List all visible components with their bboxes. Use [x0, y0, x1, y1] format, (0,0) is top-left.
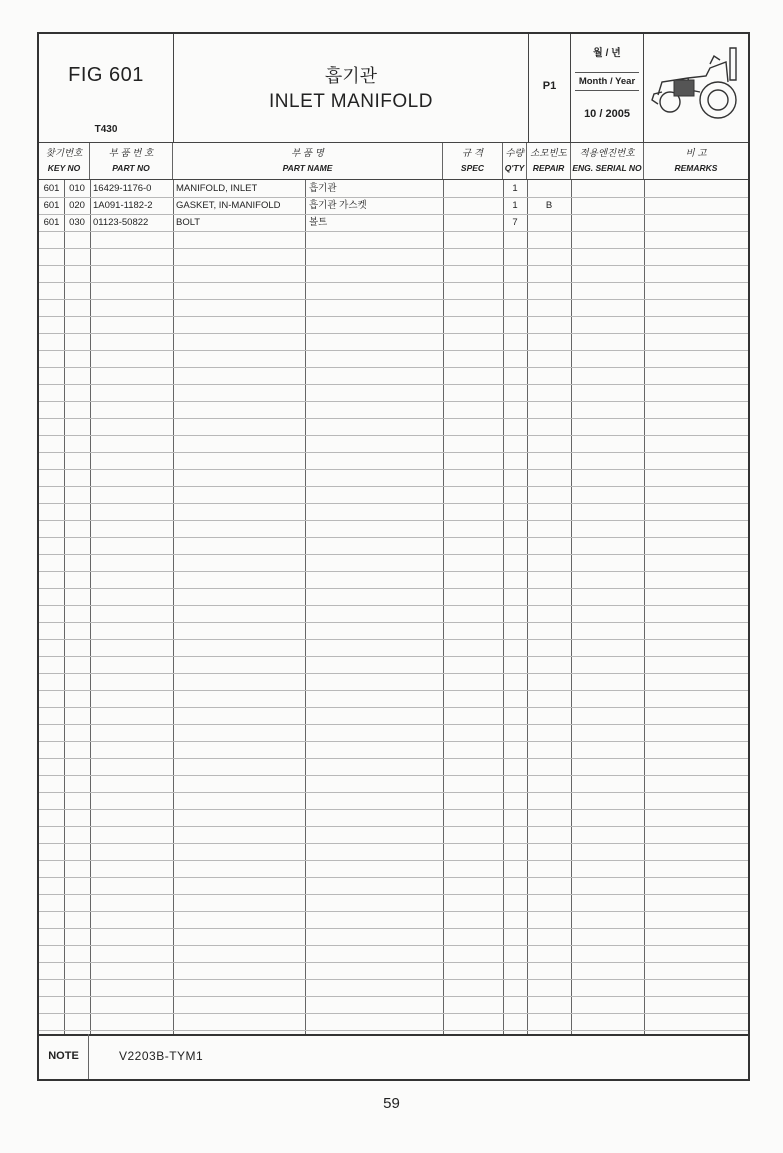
parts-sheet	[37, 32, 750, 1081]
col-part-name: 부 품 명 PART NAME	[173, 143, 443, 180]
row-rule	[39, 911, 748, 912]
row-rule	[39, 843, 748, 844]
row-rule	[39, 418, 748, 419]
sheet-header	[39, 34, 748, 143]
date-value: 10 / 2005	[584, 108, 630, 120]
row-rule	[39, 520, 748, 521]
row-rule	[39, 673, 748, 674]
col-remarks: 비 고 REMARKS	[674, 148, 718, 173]
row-rule	[39, 503, 748, 504]
row-rule	[39, 231, 748, 232]
row-rule	[39, 384, 748, 385]
row-rule	[39, 367, 748, 368]
page-code-cell	[529, 34, 571, 142]
row-rule	[39, 928, 748, 929]
col-qty: 수량 Q'TY	[503, 143, 527, 180]
row-rule	[39, 826, 748, 827]
row-rule	[39, 945, 748, 946]
row-rule	[39, 894, 748, 895]
title-english: INLET MANIFOLD	[269, 91, 433, 112]
row-rule	[39, 435, 748, 436]
page-number: 59	[383, 1095, 400, 1112]
row-rule	[39, 452, 748, 453]
row-rule	[39, 775, 748, 776]
row-rule	[39, 197, 748, 198]
row-rule	[39, 622, 748, 623]
row-rule	[39, 401, 748, 402]
tractor-icon	[648, 40, 744, 136]
row-rule	[39, 996, 748, 997]
row-rule	[39, 690, 748, 691]
month-year-korean: 월 / 년	[593, 48, 621, 59]
col-spec: 규 격 SPEC	[443, 143, 503, 180]
row-rule	[39, 639, 748, 640]
note-label: NOTE	[39, 1034, 89, 1079]
row-rule	[39, 469, 748, 470]
row-rule	[39, 1030, 748, 1031]
row-rule	[39, 299, 748, 300]
row-rule	[39, 860, 748, 861]
row-rule	[39, 316, 748, 317]
row-rule	[39, 486, 748, 487]
row-rule	[39, 809, 748, 810]
row-rule	[39, 350, 748, 351]
col-repair: 소모빈도 REPAIR	[527, 143, 571, 180]
row-rule	[39, 758, 748, 759]
model-name: T430	[94, 124, 118, 135]
title-cell	[174, 34, 529, 142]
row-rule	[39, 979, 748, 980]
row-rule	[39, 282, 748, 283]
column-headers	[39, 143, 748, 180]
row-rule	[39, 588, 748, 589]
row-rule	[39, 877, 748, 878]
row-rule	[39, 605, 748, 606]
row-rule	[39, 656, 748, 657]
title-korean: 흡기관	[324, 66, 378, 86]
row-rule	[39, 571, 748, 572]
row-rule	[39, 792, 748, 793]
parts-table-body: 601 010 16429-1176-0 MANIFOLD, INLET 흡기관 1 601 020 1A091-1182-2 GASKET, IN-MANIFOLD 흡기관 가스켓 1 B 601 030 01123-50822 BOLT 볼트 7	[39, 180, 748, 1034]
month-year-english: Month / Year	[575, 72, 639, 91]
row-rule	[39, 537, 748, 538]
page-code: P1	[542, 80, 557, 92]
col-part-no: 부 품 번 호 PART NO	[90, 143, 173, 180]
row-rule	[39, 333, 748, 334]
row-rule	[39, 554, 748, 555]
fig-cell	[39, 34, 174, 142]
tractor-cell	[644, 34, 748, 142]
row-rule	[39, 214, 748, 215]
date-cell	[571, 34, 644, 142]
fig-number: FIG 601	[68, 64, 144, 86]
col-key-no: 찾기번호 KEY NO	[39, 143, 90, 180]
row-rule	[39, 724, 748, 725]
note-value: V2203B-TYM1	[119, 1049, 204, 1063]
row-rule	[39, 248, 748, 249]
row-rule	[39, 265, 748, 266]
row-rule	[39, 741, 748, 742]
row-rule	[39, 962, 748, 963]
row-rule	[39, 1013, 748, 1014]
col-eng-serial: 적용엔진번호 ENG. SERIAL NO	[571, 143, 644, 180]
row-rule	[39, 707, 748, 708]
